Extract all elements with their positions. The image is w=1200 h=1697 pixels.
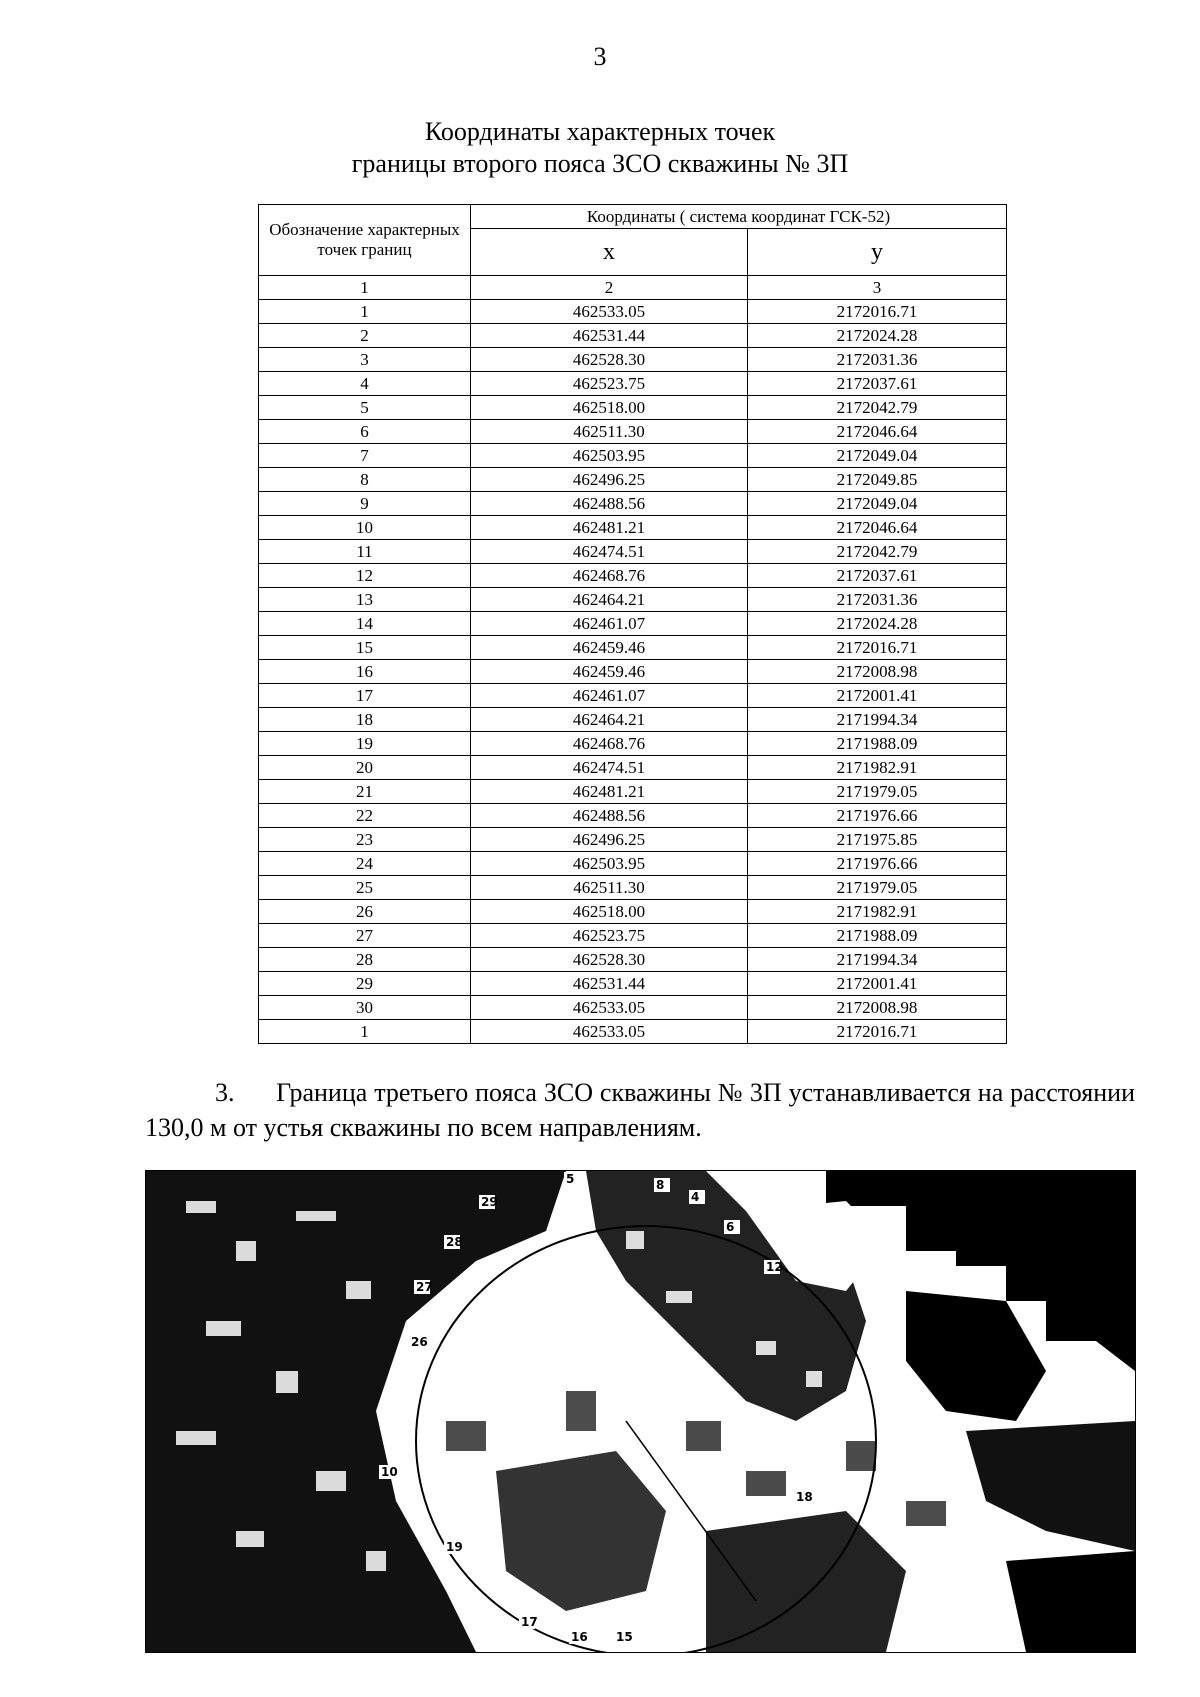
point-number-cell: 24 (259, 852, 471, 876)
point-number-cell: 11 (259, 540, 471, 564)
y-coordinate-cell: 2172037.61 (748, 564, 1007, 588)
y-coordinate-cell: 2171979.05 (748, 876, 1007, 900)
x-coordinate-cell: 462481.21 (471, 516, 748, 540)
x-coordinate-cell: 462474.51 (471, 540, 748, 564)
map-point-label: 27 (416, 1280, 433, 1294)
x-coordinate-cell: 462474.51 (471, 756, 748, 780)
table-row (259, 420, 1007, 444)
y-coordinate-cell: 2172001.41 (748, 972, 1007, 996)
x-coordinate-cell: 462468.76 (471, 732, 748, 756)
y-coordinate-cell: 2172031.36 (748, 348, 1007, 372)
point-number-cell: 14 (259, 612, 471, 636)
map-point-label: 29 (481, 1195, 498, 1209)
x-coordinate-cell: 462518.00 (471, 396, 748, 420)
map-point-label: 8 (656, 1178, 665, 1192)
x-coordinate-cell: 462468.76 (471, 564, 748, 588)
map-point-label: 19 (446, 1540, 463, 1554)
y-coordinate-cell: 2172024.28 (748, 324, 1007, 348)
paragraph-number: 3. (215, 1078, 235, 1107)
map-point-label: 12 (766, 1260, 783, 1274)
x-coordinate-cell: 462459.46 (471, 660, 748, 684)
header-coordinates: Координаты ( система координат ГСК-52) (471, 205, 1007, 229)
y-coordinate-cell: 2172049.04 (748, 492, 1007, 516)
table-row (259, 588, 1007, 612)
table-row (259, 756, 1007, 780)
x-coordinate-cell: 462533.05 (471, 300, 748, 324)
point-number-cell: 21 (259, 780, 471, 804)
x-coordinate-cell: 462533.05 (471, 1020, 748, 1044)
column-number-row (259, 276, 1007, 300)
point-number-cell: 10 (259, 516, 471, 540)
x-coordinate-cell: 462528.30 (471, 948, 748, 972)
x-coordinate-cell: 462459.46 (471, 636, 748, 660)
point-number-cell: 20 (259, 756, 471, 780)
y-coordinate-cell: 2172024.28 (748, 612, 1007, 636)
y-coordinate-cell: 2172008.98 (748, 660, 1007, 684)
table-row (259, 636, 1007, 660)
x-coordinate-cell: 462518.00 (471, 900, 748, 924)
table-row (259, 948, 1007, 972)
point-number-cell: 16 (259, 660, 471, 684)
map-point-label: 6 (726, 1220, 735, 1234)
point-number-cell: 30 (259, 996, 471, 1020)
table-row (259, 804, 1007, 828)
x-coordinate-cell: 462503.95 (471, 444, 748, 468)
point-number-cell: 2 (259, 324, 471, 348)
map-point-label: 17 (521, 1615, 538, 1629)
map-point-label: 16 (571, 1630, 588, 1644)
table-row (259, 660, 1007, 684)
table-row (259, 348, 1007, 372)
table-row (259, 828, 1007, 852)
point-number-cell: 23 (259, 828, 471, 852)
y-coordinate-cell: 2171988.09 (748, 924, 1007, 948)
table-row (259, 924, 1007, 948)
x-coordinate-cell: 462496.25 (471, 828, 748, 852)
x-coordinate-cell: 462511.30 (471, 876, 748, 900)
column-number: 3 (748, 276, 1007, 300)
x-coordinate-cell: 462461.07 (471, 684, 748, 708)
point-number-cell: 6 (259, 420, 471, 444)
y-coordinate-cell: 2172042.79 (748, 396, 1007, 420)
point-number-cell: 25 (259, 876, 471, 900)
x-coordinate-cell: 462488.56 (471, 804, 748, 828)
map-point-label: 28 (446, 1235, 463, 1249)
x-coordinate-cell: 462511.30 (471, 420, 748, 444)
x-coordinate-cell: 462531.44 (471, 972, 748, 996)
table-row (259, 852, 1007, 876)
table-row (259, 372, 1007, 396)
x-coordinate-cell: 462464.21 (471, 588, 748, 612)
table-row (259, 468, 1007, 492)
table-header-row (259, 205, 1007, 229)
point-number-cell: 26 (259, 900, 471, 924)
y-coordinate-cell: 2171994.34 (748, 948, 1007, 972)
x-coordinate-cell: 462481.21 (471, 780, 748, 804)
table-row (259, 324, 1007, 348)
table-row (259, 732, 1007, 756)
map-graphic (146, 1171, 1135, 1652)
y-coordinate-cell: 2171976.66 (748, 804, 1007, 828)
y-coordinate-cell: 2171988.09 (748, 732, 1007, 756)
y-coordinate-cell: 2172031.36 (748, 588, 1007, 612)
point-number-cell: 28 (259, 948, 471, 972)
title-line-2: границы второго пояса ЗСО скважины № 3П (351, 149, 849, 178)
table-row (259, 708, 1007, 732)
y-coordinate-cell: 2172037.61 (748, 372, 1007, 396)
table-row (259, 540, 1007, 564)
point-number-cell: 22 (259, 804, 471, 828)
y-coordinate-cell: 2172042.79 (748, 540, 1007, 564)
coordinates-table (258, 204, 1007, 1044)
y-coordinate-cell: 2171994.34 (748, 708, 1007, 732)
point-number-cell: 15 (259, 636, 471, 660)
table-row (259, 1020, 1007, 1044)
map-point-label: 26 (411, 1335, 428, 1349)
table-row (259, 516, 1007, 540)
table-row (259, 996, 1007, 1020)
x-coordinate-cell: 462503.95 (471, 852, 748, 876)
point-number-cell: 1 (259, 1020, 471, 1044)
table-row (259, 564, 1007, 588)
point-number-cell: 8 (259, 468, 471, 492)
x-coordinate-cell: 462496.25 (471, 468, 748, 492)
table-row (259, 684, 1007, 708)
x-coordinate-cell: 462533.05 (471, 996, 748, 1020)
x-coordinate-cell: 462461.07 (471, 612, 748, 636)
point-number-cell: 4 (259, 372, 471, 396)
point-number-cell: 29 (259, 972, 471, 996)
y-coordinate-cell: 2171979.05 (748, 780, 1007, 804)
point-number-cell: 5 (259, 396, 471, 420)
map-point-label: 18 (796, 1490, 813, 1504)
paragraph-third-zone (145, 1075, 1135, 1145)
y-coordinate-cell: 2171982.91 (748, 756, 1007, 780)
x-coordinate-cell: 462523.75 (471, 372, 748, 396)
point-number-cell: 9 (259, 492, 471, 516)
map-point-label: 15 (616, 1630, 633, 1644)
point-number-cell: 18 (259, 708, 471, 732)
table-row (259, 876, 1007, 900)
column-number: 1 (259, 276, 471, 300)
satellite-map-image (145, 1170, 1136, 1653)
x-coordinate-cell: 462464.21 (471, 708, 748, 732)
y-coordinate-cell: 2171975.85 (748, 828, 1007, 852)
header-y: у (748, 229, 1007, 276)
table-row (259, 780, 1007, 804)
header-x: x (471, 229, 748, 276)
y-coordinate-cell: 2172046.64 (748, 516, 1007, 540)
point-number-cell: 12 (259, 564, 471, 588)
column-number: 2 (471, 276, 748, 300)
y-coordinate-cell: 2172008.98 (748, 996, 1007, 1020)
point-number-cell: 19 (259, 732, 471, 756)
point-number-cell: 27 (259, 924, 471, 948)
point-number-cell: 3 (259, 348, 471, 372)
x-coordinate-cell: 462528.30 (471, 348, 748, 372)
y-coordinate-cell: 2171982.91 (748, 900, 1007, 924)
x-coordinate-cell: 462523.75 (471, 924, 748, 948)
map-point-label: 10 (381, 1465, 398, 1479)
header-point-designation: Обозначение характерных точек границ (259, 205, 471, 276)
table-row (259, 396, 1007, 420)
table-row (259, 444, 1007, 468)
y-coordinate-cell: 2172001.41 (748, 684, 1007, 708)
y-coordinate-cell: 2171976.66 (748, 852, 1007, 876)
table-row (259, 900, 1007, 924)
map-point-label: 4 (691, 1190, 700, 1204)
y-coordinate-cell: 2172016.71 (748, 300, 1007, 324)
x-coordinate-cell: 462488.56 (471, 492, 748, 516)
page-number: 3 (593, 42, 607, 71)
table-row (259, 612, 1007, 636)
y-coordinate-cell: 2172049.04 (748, 444, 1007, 468)
point-number-cell: 1 (259, 300, 471, 324)
point-number-cell: 17 (259, 684, 471, 708)
y-coordinate-cell: 2172016.71 (748, 1020, 1007, 1044)
map-point-label: 5 (566, 1172, 575, 1186)
y-coordinate-cell: 2172049.85 (748, 468, 1007, 492)
table-row (259, 972, 1007, 996)
table-row (259, 492, 1007, 516)
page-title (0, 116, 1200, 180)
title-line-1: Координаты характерных точек (424, 117, 776, 146)
point-number-cell: 7 (259, 444, 471, 468)
y-coordinate-cell: 2172046.64 (748, 420, 1007, 444)
y-coordinate-cell: 2172016.71 (748, 636, 1007, 660)
table-row (259, 300, 1007, 324)
paragraph-text: Граница третьего пояса ЗСО скважины № 3П устанавливается на расстоянии 130,0 м от устья скважины по всем направлениям. (145, 1078, 1136, 1142)
x-coordinate-cell: 462531.44 (471, 324, 748, 348)
point-number-cell: 13 (259, 588, 471, 612)
